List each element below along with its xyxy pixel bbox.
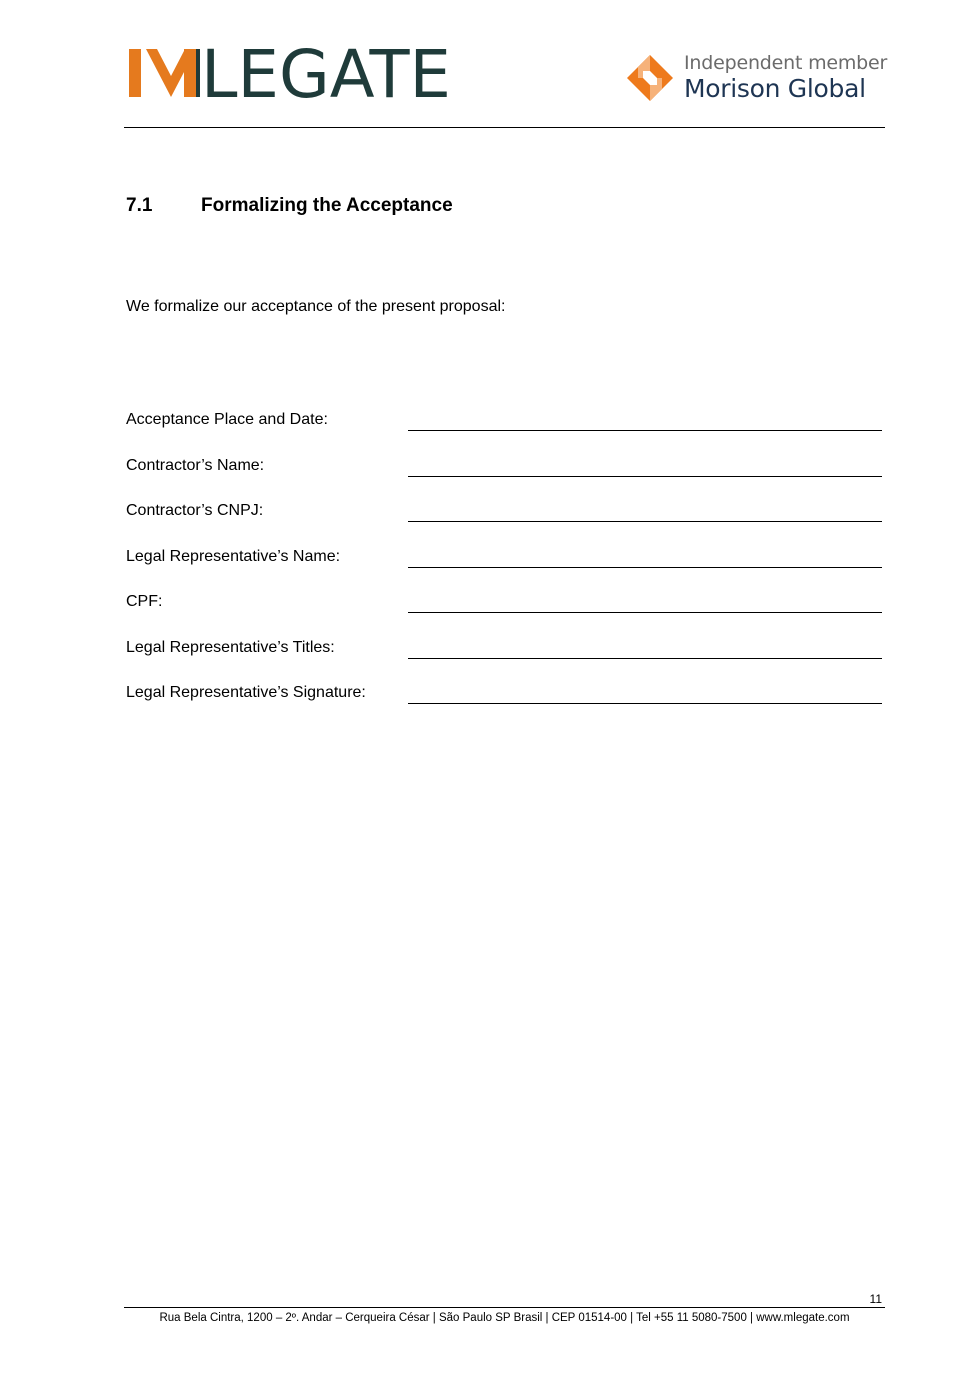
mlegate-logo-icon (129, 46, 451, 100)
form-row-representative-name (126, 546, 882, 592)
morison-tagline: Independent member (684, 52, 888, 74)
morison-global-mark-icon (626, 54, 674, 102)
field-label: Legal Representative’s Name: (126, 547, 341, 565)
footer-divider (124, 1307, 885, 1308)
field-label: Acceptance Place and Date: (126, 411, 328, 428)
blank-line-representative-titles (408, 658, 882, 659)
mlegate-wordmark: LEGATE (201, 46, 451, 100)
section-number: 7.1 (126, 195, 153, 216)
blank-line-cpf (408, 612, 882, 613)
form-row-cpf (126, 591, 882, 637)
form-row-representative-titles (126, 637, 882, 683)
field-label: Contractor’s CNPJ: (126, 502, 264, 519)
section-title: Formalizing the Acceptance (201, 195, 453, 216)
morison-name: Morison Global (684, 74, 866, 103)
form-row-contractor-name (126, 455, 882, 501)
blank-line-contractor-name (408, 476, 882, 477)
page-number: 11 (869, 1292, 882, 1306)
form-row-place-date (126, 409, 882, 455)
blank-line-representative-name (408, 567, 882, 568)
field-label: CPF: (126, 593, 163, 610)
intro-paragraph: We formalize our acceptance of the present proposal: (126, 298, 506, 315)
blank-line-contractor-cnpj (408, 521, 882, 522)
form-row-contractor-cnpj (126, 500, 882, 546)
section-heading (126, 194, 453, 218)
field-label: Contractor’s Name: (126, 456, 265, 474)
field-label: Legal Representative’s Titles: (126, 638, 335, 656)
morison-global-logo (626, 52, 888, 106)
header-divider (124, 127, 885, 128)
footer-address: Rua Bela Cintra, 1200 – 2º. Andar – Cerqueira César | São Paulo SP Brasil | CEP 01514-00 | Tel +55 11 5080-7500 | www.mlegate.com (159, 1312, 850, 1324)
blank-line-place-date (408, 430, 882, 431)
blank-line-representative-signature (408, 703, 882, 704)
acceptance-form (126, 409, 882, 728)
form-row-representative-signature (126, 682, 882, 728)
mlegate-logo (129, 46, 451, 100)
field-label: Legal Representative’s Signature: (126, 684, 366, 701)
